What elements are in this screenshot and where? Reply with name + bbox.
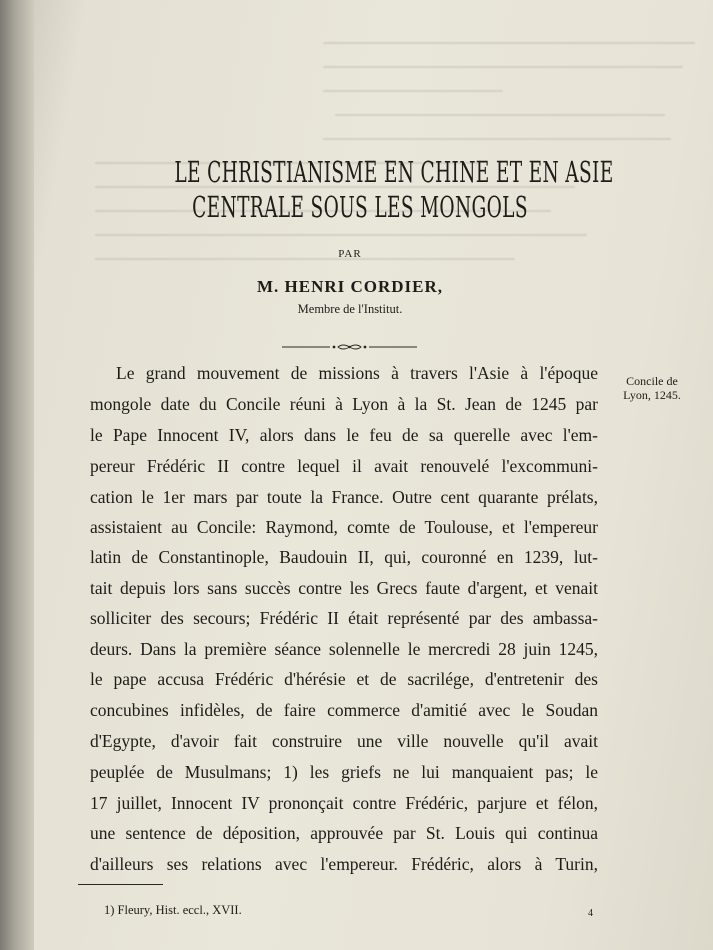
ornament-divider-icon [282, 343, 417, 351]
body-line: solliciter des secours; Frédéric II était représenté par des ambassa- [90, 608, 598, 628]
article-title [174, 155, 614, 225]
body-line: cation le 1er mars par toute la France. Outre cent quarante prélats, [90, 487, 598, 507]
body-line: Le grand mouvement de missions à travers l'Asie à l'époque [116, 363, 598, 383]
body-line: une sentence de déposition, approuvée par St. Louis qui continua [90, 823, 598, 843]
body-line: d'ailleurs ses relations avec l'empereur. Frédéric, alors à Turin, [90, 854, 598, 874]
margin-note-line-2: Lyon, 1245. [623, 388, 681, 402]
page-gutter-shadow [0, 0, 34, 950]
title-line-2: CENTRALE SOUS LES MONGOLS [192, 190, 528, 224]
author-affiliation: Membre de l'Institut. [297, 302, 403, 316]
body-line: deurs. Dans la première séance solennelle le mercredi 28 juin 1245, [90, 639, 598, 659]
body-line: le pape accusa Frédéric d'hérésie et de sacrilége, d'entretenir des [90, 669, 598, 689]
byline-par: PAR [338, 248, 362, 260]
margin-note-line-1: Concile de [626, 374, 678, 388]
footnote: 1) Fleury, Hist. eccl., XVII. [104, 903, 242, 917]
footnote-rule [78, 884, 163, 885]
title-line-1: LE CHRISTIANISME EN CHINE ET EN ASIE [174, 155, 614, 189]
page-mark: 4 [588, 908, 593, 919]
body-line: concubines infidèles, de faire commerce d'amitié avec le Soudan [90, 700, 598, 720]
body-line: peuplée de Musulmans; 1) les griefs ne lui manquaient pas; le [90, 762, 598, 782]
body-line: d'Egypte, d'avoir fait construire une ville nouvelle qu'il avait [90, 731, 598, 751]
body-line: 17 juillet, Innocent IV prononçait contre Frédéric, parjure et félon, [90, 793, 598, 813]
body-line: le Pape Innocent IV, alors dans le feu de sa querelle avec l'em- [90, 425, 598, 445]
body-line: latin de Constantinople, Baudouin II, qui, couronné en 1239, lut- [90, 547, 598, 567]
body-line: assistaient au Concile: Raymond, comte de Toulouse, et l'empereur [90, 517, 598, 537]
body-line: pereur Frédéric II contre lequel il avait renouvelé l'excommuni- [90, 456, 598, 476]
body-line: tait depuis lors sans succès contre les Grecs faute d'argent, et venait [90, 578, 598, 598]
author-name: M. HENRI CORDIER, [256, 277, 444, 296]
body-line: mongole date du Concile réuni à Lyon à la St. Jean de 1245 par [90, 394, 598, 414]
margin-note [607, 374, 697, 402]
